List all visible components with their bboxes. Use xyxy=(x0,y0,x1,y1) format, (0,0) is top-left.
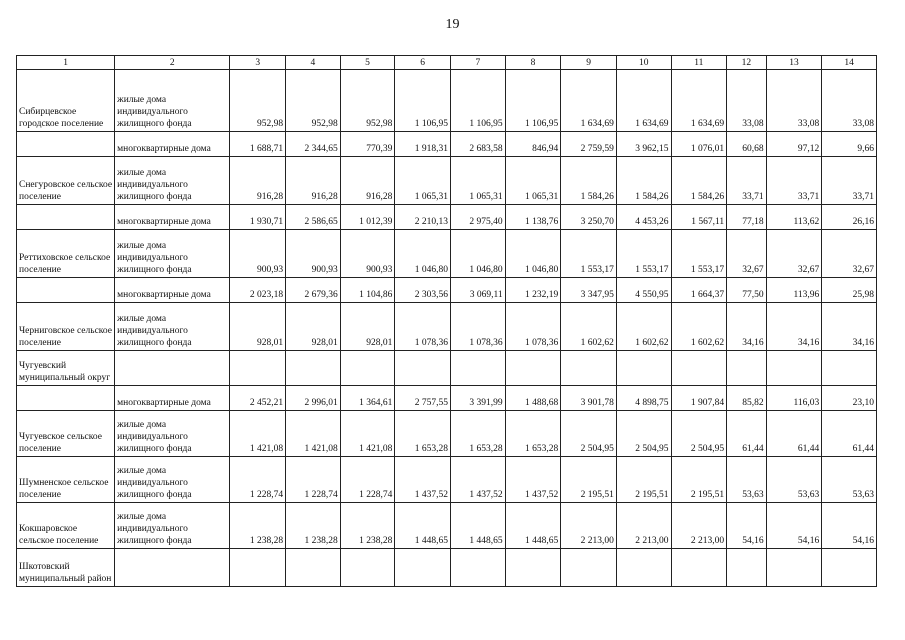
table-row xyxy=(17,411,877,457)
value-cell: 1 078,36 xyxy=(451,303,506,351)
table-row xyxy=(17,351,877,386)
value-cell: 928,01 xyxy=(340,303,395,351)
value-cell: 2 195,51 xyxy=(671,457,727,503)
column-header: 14 xyxy=(822,56,877,70)
value-cell: 1 238,28 xyxy=(340,503,395,549)
value-cell: 1 584,26 xyxy=(671,157,727,205)
value-cell: 97,12 xyxy=(766,132,822,157)
housing-type-cell: жилые дома индивидуального жилищного фонда xyxy=(115,411,230,457)
value-cell: 2 303,56 xyxy=(395,278,451,303)
value-cell: 846,94 xyxy=(505,132,561,157)
value-cell: 3 069,11 xyxy=(451,278,506,303)
settlement-cell: Чугуевский муниципальный округ xyxy=(17,351,115,386)
table-row xyxy=(17,205,877,230)
value-cell xyxy=(451,351,506,386)
settlement-cell xyxy=(17,278,115,303)
value-cell: 53,63 xyxy=(727,457,766,503)
value-cell xyxy=(561,549,617,587)
value-cell: 1 488,68 xyxy=(505,386,561,411)
value-cell: 1 138,76 xyxy=(505,205,561,230)
column-header: 13 xyxy=(766,56,822,70)
column-header: 1 xyxy=(17,56,115,70)
column-header: 10 xyxy=(616,56,671,70)
value-cell: 33,71 xyxy=(766,157,822,205)
value-cell xyxy=(505,549,561,587)
value-cell: 113,96 xyxy=(766,278,822,303)
settlement-cell: Снегуровское сельское поселение xyxy=(17,157,115,205)
value-cell: 34,16 xyxy=(766,303,822,351)
value-cell: 1 364,61 xyxy=(340,386,395,411)
value-cell: 916,28 xyxy=(230,157,286,205)
value-cell: 1 918,31 xyxy=(395,132,451,157)
value-cell: 916,28 xyxy=(340,157,395,205)
value-cell: 2 996,01 xyxy=(286,386,341,411)
value-cell: 1 602,62 xyxy=(616,303,671,351)
column-header: 7 xyxy=(451,56,506,70)
value-cell xyxy=(616,351,671,386)
value-cell: 1 448,65 xyxy=(505,503,561,549)
value-cell: 1 238,28 xyxy=(230,503,286,549)
value-cell: 1 065,31 xyxy=(451,157,506,205)
housing-type-cell: жилые дома индивидуального жилищного фонда xyxy=(115,230,230,278)
value-cell: 952,98 xyxy=(230,70,286,132)
value-cell: 1 106,95 xyxy=(505,70,561,132)
value-cell: 770,39 xyxy=(340,132,395,157)
value-cell: 900,93 xyxy=(340,230,395,278)
value-cell xyxy=(671,549,727,587)
value-cell: 25,98 xyxy=(822,278,877,303)
value-cell: 2 195,51 xyxy=(561,457,617,503)
settlement-cell: Чугуевское сельское поселение xyxy=(17,411,115,457)
value-cell xyxy=(561,351,617,386)
column-header: 12 xyxy=(727,56,766,70)
value-cell: 60,68 xyxy=(727,132,766,157)
value-cell: 1 078,36 xyxy=(395,303,451,351)
value-cell: 2 023,18 xyxy=(230,278,286,303)
value-cell: 1 421,08 xyxy=(340,411,395,457)
column-header: 9 xyxy=(561,56,617,70)
value-cell: 1 421,08 xyxy=(230,411,286,457)
value-cell: 77,18 xyxy=(727,205,766,230)
value-cell: 2 757,55 xyxy=(395,386,451,411)
value-cell: 1 106,95 xyxy=(451,70,506,132)
page-number: 19 xyxy=(445,17,460,32)
value-cell: 23,10 xyxy=(822,386,877,411)
value-cell: 53,63 xyxy=(766,457,822,503)
value-cell xyxy=(671,351,727,386)
value-cell: 1 104,86 xyxy=(340,278,395,303)
settlement-cell xyxy=(17,132,115,157)
value-cell xyxy=(395,549,451,587)
housing-type-cell: жилые дома индивидуального жилищного фонда xyxy=(115,157,230,205)
value-cell: 1 046,80 xyxy=(505,230,561,278)
value-cell: 2 213,00 xyxy=(671,503,727,549)
settlement-cell: Шумненское сельское поселение xyxy=(17,457,115,503)
value-cell xyxy=(286,549,341,587)
value-cell: 2 679,36 xyxy=(286,278,341,303)
value-cell: 2 504,95 xyxy=(671,411,727,457)
housing-type-cell xyxy=(115,351,230,386)
value-cell: 1 078,36 xyxy=(505,303,561,351)
settlement-cell: Черниговское сельское поселение xyxy=(17,303,115,351)
value-cell: 61,44 xyxy=(766,411,822,457)
value-cell: 900,93 xyxy=(286,230,341,278)
value-cell: 32,67 xyxy=(727,230,766,278)
value-cell: 1 046,80 xyxy=(451,230,506,278)
value-cell: 1 238,28 xyxy=(286,503,341,549)
column-header: 8 xyxy=(505,56,561,70)
value-cell: 2 210,13 xyxy=(395,205,451,230)
housing-type-cell xyxy=(115,549,230,587)
housing-type-cell: многоквартирные дома xyxy=(115,278,230,303)
value-cell: 54,16 xyxy=(822,503,877,549)
table-row xyxy=(17,303,877,351)
table-row xyxy=(17,503,877,549)
value-cell: 1 653,28 xyxy=(451,411,506,457)
value-cell: 1 448,65 xyxy=(451,503,506,549)
value-cell: 1 076,01 xyxy=(671,132,727,157)
value-cell xyxy=(340,351,395,386)
value-cell: 1 228,74 xyxy=(286,457,341,503)
value-cell: 3 901,78 xyxy=(561,386,617,411)
value-cell: 3 391,99 xyxy=(451,386,506,411)
value-cell: 77,50 xyxy=(727,278,766,303)
tariff-table xyxy=(16,55,877,587)
value-cell: 61,44 xyxy=(727,411,766,457)
value-cell: 1 046,80 xyxy=(395,230,451,278)
column-header: 6 xyxy=(395,56,451,70)
table-row xyxy=(17,278,877,303)
value-cell: 1 437,52 xyxy=(505,457,561,503)
value-cell xyxy=(340,549,395,587)
value-cell: 1 602,62 xyxy=(671,303,727,351)
settlement-cell: Шкотовский муниципальный район xyxy=(17,549,115,587)
table-row xyxy=(17,386,877,411)
table-row xyxy=(17,132,877,157)
value-cell: 1 602,62 xyxy=(561,303,617,351)
value-cell: 928,01 xyxy=(230,303,286,351)
value-cell: 34,16 xyxy=(727,303,766,351)
value-cell: 33,71 xyxy=(822,157,877,205)
column-header: 4 xyxy=(286,56,341,70)
value-cell: 2 683,58 xyxy=(451,132,506,157)
value-cell: 1 012,39 xyxy=(340,205,395,230)
column-header: 5 xyxy=(340,56,395,70)
settlement-cell xyxy=(17,386,115,411)
value-cell xyxy=(395,351,451,386)
value-cell: 61,44 xyxy=(822,411,877,457)
value-cell: 1 567,11 xyxy=(671,205,727,230)
value-cell: 1 421,08 xyxy=(286,411,341,457)
value-cell: 2 975,40 xyxy=(451,205,506,230)
column-header: 11 xyxy=(671,56,727,70)
value-cell: 1 437,52 xyxy=(395,457,451,503)
value-cell: 2 504,95 xyxy=(616,411,671,457)
value-cell: 1 634,69 xyxy=(616,70,671,132)
value-cell: 1 653,28 xyxy=(395,411,451,457)
housing-type-cell: многоквартирные дома xyxy=(115,132,230,157)
value-cell: 53,63 xyxy=(822,457,877,503)
table-row xyxy=(17,457,877,503)
value-cell: 1 553,17 xyxy=(671,230,727,278)
value-cell: 54,16 xyxy=(766,503,822,549)
value-cell: 1 688,71 xyxy=(230,132,286,157)
value-cell: 33,71 xyxy=(727,157,766,205)
value-cell: 26,16 xyxy=(822,205,877,230)
value-cell: 32,67 xyxy=(766,230,822,278)
value-cell: 33,08 xyxy=(766,70,822,132)
value-cell: 1 228,74 xyxy=(340,457,395,503)
value-cell: 9,66 xyxy=(822,132,877,157)
value-cell xyxy=(230,351,286,386)
value-cell: 2 344,65 xyxy=(286,132,341,157)
housing-type-cell: жилые дома индивидуального жилищного фонда xyxy=(115,70,230,132)
housing-type-cell: жилые дома индивидуального жилищного фонда xyxy=(115,503,230,549)
value-cell: 85,82 xyxy=(727,386,766,411)
value-cell: 1 553,17 xyxy=(561,230,617,278)
value-cell xyxy=(727,549,766,587)
value-cell xyxy=(505,351,561,386)
value-cell: 2 586,65 xyxy=(286,205,341,230)
value-cell: 116,03 xyxy=(766,386,822,411)
value-cell: 3 347,95 xyxy=(561,278,617,303)
table-row xyxy=(17,157,877,205)
value-cell: 2 213,00 xyxy=(616,503,671,549)
settlement-cell: Кокшаровское сельское поселение xyxy=(17,503,115,549)
value-cell: 4 898,75 xyxy=(616,386,671,411)
value-cell: 1 584,26 xyxy=(561,157,617,205)
value-cell: 1 232,19 xyxy=(505,278,561,303)
value-cell: 1 664,37 xyxy=(671,278,727,303)
value-cell: 1 106,95 xyxy=(395,70,451,132)
value-cell: 1 930,71 xyxy=(230,205,286,230)
value-cell: 54,16 xyxy=(727,503,766,549)
value-cell: 1 448,65 xyxy=(395,503,451,549)
value-cell: 4 550,95 xyxy=(616,278,671,303)
housing-type-cell: многоквартирные дома xyxy=(115,386,230,411)
value-cell: 113,62 xyxy=(766,205,822,230)
value-cell: 1 437,52 xyxy=(451,457,506,503)
value-cell: 1 634,69 xyxy=(561,70,617,132)
column-header: 3 xyxy=(230,56,286,70)
value-cell: 2 213,00 xyxy=(561,503,617,549)
value-cell: 1 553,17 xyxy=(616,230,671,278)
value-cell xyxy=(822,549,877,587)
value-cell: 916,28 xyxy=(286,157,341,205)
value-cell: 1 653,28 xyxy=(505,411,561,457)
value-cell xyxy=(616,549,671,587)
value-cell xyxy=(230,549,286,587)
value-cell: 3 962,15 xyxy=(616,132,671,157)
value-cell: 2 452,21 xyxy=(230,386,286,411)
value-cell: 952,98 xyxy=(286,70,341,132)
housing-type-cell: жилые дома индивидуального жилищного фонда xyxy=(115,303,230,351)
value-cell: 928,01 xyxy=(286,303,341,351)
value-cell xyxy=(766,549,822,587)
housing-type-cell: многоквартирные дома xyxy=(115,205,230,230)
value-cell: 2 504,95 xyxy=(561,411,617,457)
value-cell xyxy=(727,351,766,386)
value-cell: 2 759,59 xyxy=(561,132,617,157)
table-row xyxy=(17,230,877,278)
value-cell: 4 453,26 xyxy=(616,205,671,230)
value-cell: 2 195,51 xyxy=(616,457,671,503)
table-header-row xyxy=(17,56,877,70)
value-cell: 1 065,31 xyxy=(505,157,561,205)
value-cell: 3 250,70 xyxy=(561,205,617,230)
value-cell: 1 065,31 xyxy=(395,157,451,205)
value-cell: 952,98 xyxy=(340,70,395,132)
value-cell: 1 584,26 xyxy=(616,157,671,205)
value-cell: 33,08 xyxy=(822,70,877,132)
value-cell: 34,16 xyxy=(822,303,877,351)
settlement-cell: Сибирцевское городское поселение xyxy=(17,70,115,132)
housing-type-cell: жилые дома индивидуального жилищного фонда xyxy=(115,457,230,503)
table-row xyxy=(17,549,877,587)
table-row xyxy=(17,70,877,132)
value-cell: 1 634,69 xyxy=(671,70,727,132)
value-cell: 1 907,84 xyxy=(671,386,727,411)
value-cell: 33,08 xyxy=(727,70,766,132)
value-cell xyxy=(822,351,877,386)
value-cell: 1 228,74 xyxy=(230,457,286,503)
value-cell: 900,93 xyxy=(230,230,286,278)
value-cell: 32,67 xyxy=(822,230,877,278)
value-cell xyxy=(286,351,341,386)
settlement-cell xyxy=(17,205,115,230)
value-cell xyxy=(451,549,506,587)
settlement-cell: Реттиховское сельское поселение xyxy=(17,230,115,278)
value-cell xyxy=(766,351,822,386)
column-header: 2 xyxy=(115,56,230,70)
